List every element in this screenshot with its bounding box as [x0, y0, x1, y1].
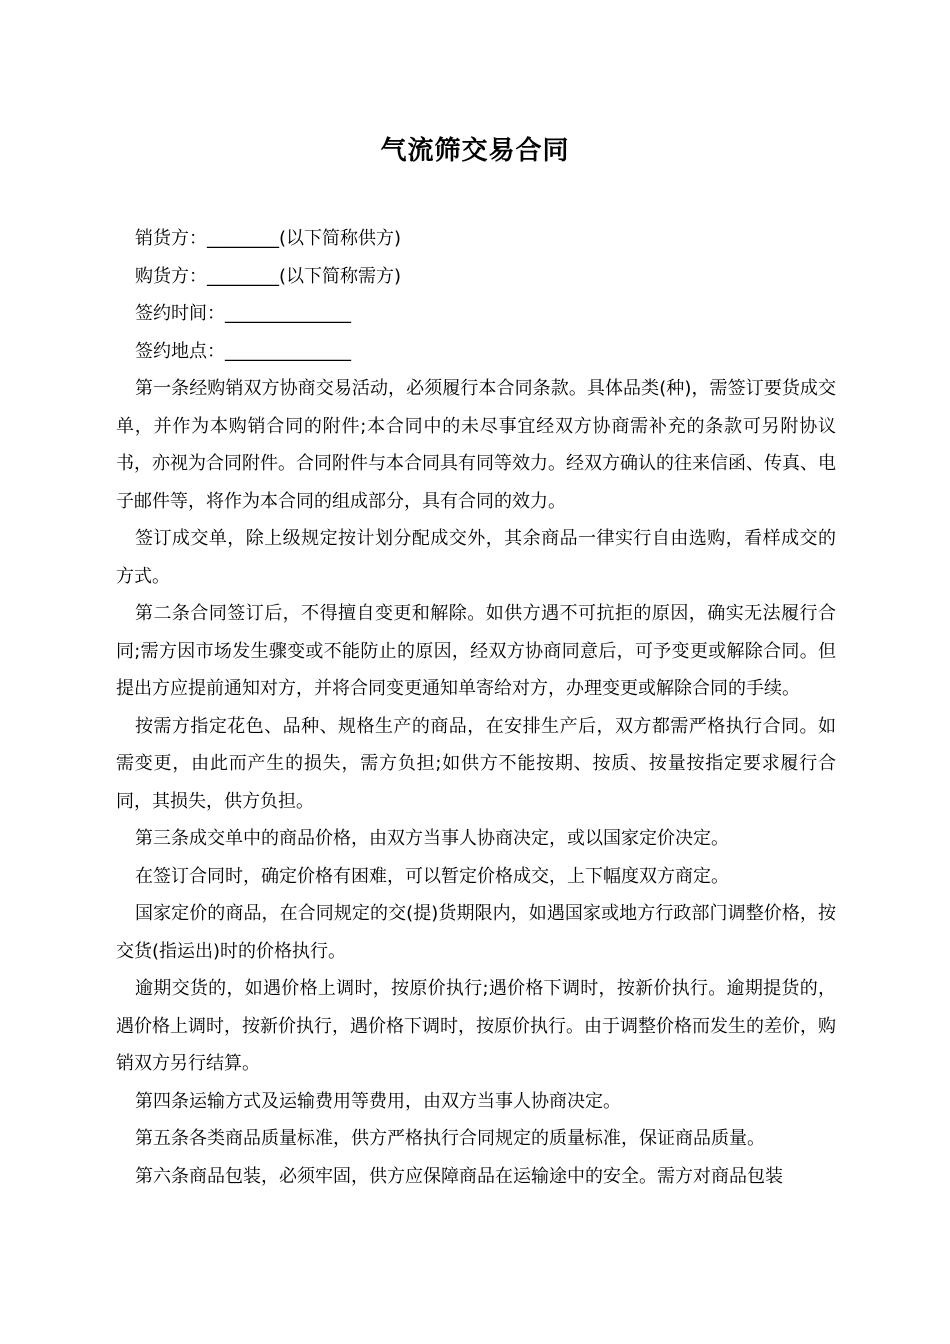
clause-6-paragraph: 第六条商品包装，必须牢固，供方应保障商品在运输途中的安全。需方对商品包装: [135, 1165, 783, 1187]
clause-3-tentative-price-paragraph: 在签订合同时，确定价格有困难，可以暂定价格成交，上下幅度双方商定。: [135, 865, 729, 887]
clause-2-paragraph: 第二条合同签订后，不得擅自变更和解除。如供方遇不可抗拒的原因，确实无法履行合同;需方因市场发生骤变或不能防止的原因，经双方协商同意后，可予变更或解除合同。但提出方应提前通知对方，并将合同变更通知单寄给对方，办理变更或解除合同的手续。: [116, 603, 836, 699]
signing-place-field: 签约地点：______________: [135, 340, 351, 362]
document-title: 气流筛交易合同: [380, 136, 570, 166]
clause-4-paragraph: 第四条运输方式及运输费用等费用，由双方当事人协商决定。: [135, 1090, 621, 1112]
clause-5-paragraph: 第五条各类商品质量标准，供方严格执行合同规定的质量标准，保证商品质量。: [135, 1128, 765, 1149]
clause-3-paragraph: 第三条成交单中的商品价格，由双方当事人协商决定，或以国家定价决定。: [135, 828, 729, 849]
buyer-field: 购货方：________(以下简称需方): [135, 265, 402, 287]
clause-3-overdue-paragraph: 逾期交货的，如遇价格上调时，按原价执行;遇价格下调时，按新价执行。逾期提货的，遇价格上调时，按新价执行，遇价格下调时，按原价执行。由于调整价格而发生的差价，购销双方另行结算。: [116, 978, 836, 1074]
clause-3-state-price-paragraph: 国家定价的商品，在合同规定的交(提)货期限内，如遇国家或地方行政部门调整价格，按交货(指运出)时的价格执行。: [116, 903, 836, 962]
seller-field: 销货方：________(以下简称供方): [135, 228, 402, 249]
signing-time-field: 签约时间：______________: [135, 303, 351, 324]
clause-1-supplement-paragraph: 签订成交单，除上级规定按计划分配成交外，其余商品一律实行自由选购，看样成交的方式。: [116, 528, 836, 587]
clause-2-supplement-paragraph: 按需方指定花色、品种、规格生产的商品，在安排生产后，双方都需严格执行合同。如需变更，由此而产生的损失，需方负担;如供方不能按期、按质、按量按指定要求履行合同，其损失，供方负担。: [116, 715, 836, 812]
clause-1-paragraph: 第一条经购销双方协商交易活动，必须履行本合同条款。具体品类(种)，需签订要货成交单，并作为本购销合同的附件;本合同中的未尽事宜经双方协商需补充的条款可另附协议书，亦视为合同附件。合同附件与本合同具有同等效力。经双方确认的往来信函、传真、电子邮件等，将作为本合同的组成部分，具有合同的效力。: [116, 378, 836, 512]
document-body: [116, 220, 836, 1195]
